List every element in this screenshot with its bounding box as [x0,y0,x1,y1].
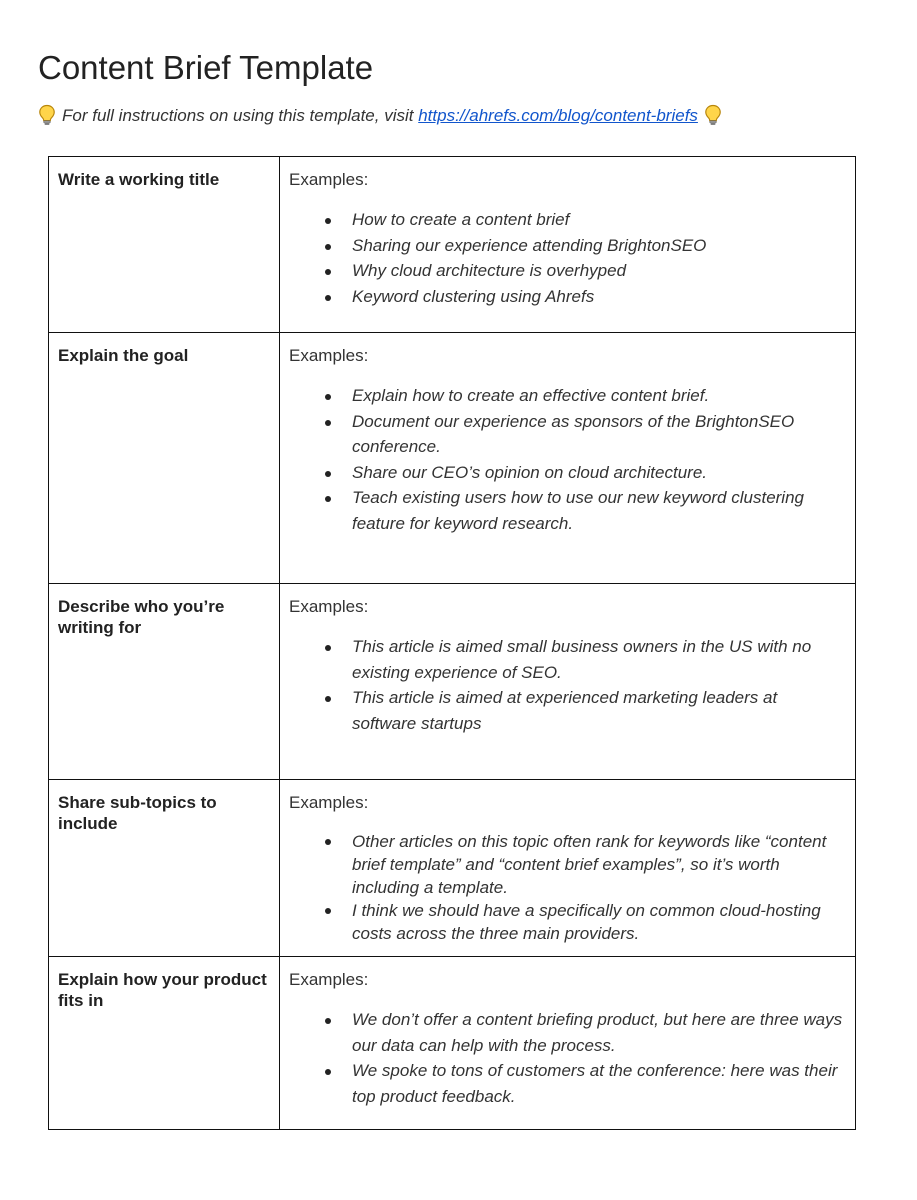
example-list [289,830,846,945]
instructions-link[interactable]: https://ahrefs.com/blog/content-briefs [418,106,698,125]
examples-label: Examples: [289,170,369,189]
row-label: Describe who you’re writing for [49,584,280,780]
lightbulb-icon [38,104,56,126]
brief-row-goal [49,333,856,584]
example-list [289,383,846,536]
content-brief-table [48,156,856,1130]
example-item: Why cloud architecture is overhyped [352,258,846,284]
example-item: This article is aimed at experienced marketing leaders at software startups [352,685,846,736]
row-label: Explain how your product fits in [49,957,280,1130]
examples-label: Examples: [289,970,369,989]
examples-label: Examples: [289,597,369,616]
page-title: Content Brief Template [38,49,374,86]
brief-row-audience [49,584,856,780]
example-item: Sharing our experience attending BrightonSEO [352,233,846,259]
brief-row-working-title [49,157,856,333]
examples-cell[interactable] [280,957,856,1130]
row-label: Explain the goal [49,333,280,584]
instructions-line [38,104,722,128]
brief-row-product-fit [49,957,856,1130]
examples-cell[interactable] [280,584,856,780]
example-list [289,1007,846,1109]
example-item: This article is aimed small business owners in the US with no existing experience of SEO. [352,634,846,685]
examples-cell[interactable] [280,157,856,333]
row-label: Write a working title [49,157,280,333]
example-item: Teach existing users how to use our new keyword clustering feature for keyword research. [352,485,846,536]
example-item: Other articles on this topic often rank for keywords like “content brief template” and “content brief examples”, so it’s worth including a template. [352,830,846,899]
example-list [289,207,846,309]
example-item: I think we should have a specifically on common cloud-hosting costs across the three main providers. [352,899,846,945]
example-item: Document our experience as sponsors of the BrightonSEO conference. [352,409,846,460]
example-item: Share our CEO’s opinion on cloud architecture. [352,460,846,486]
example-list [289,634,846,736]
examples-label: Examples: [289,346,369,365]
example-item: Keyword clustering using Ahrefs [352,284,846,310]
row-label: Share sub-topics to include [49,780,280,957]
examples-label: Examples: [289,793,369,812]
brief-row-subtopics [49,780,856,957]
example-item: How to create a content brief [352,207,846,233]
examples-cell[interactable] [280,780,856,957]
example-item: We don’t offer a content briefing product, but here are three ways our data can help with the process. [352,1007,846,1058]
lightbulb-icon [704,104,722,126]
instructions-text: For full instructions on using this template, visit [62,106,414,125]
example-item: We spoke to tons of customers at the conference: here was their top product feedback. [352,1058,846,1109]
examples-cell[interactable] [280,333,856,584]
example-item: Explain how to create an effective content brief. [352,383,846,409]
